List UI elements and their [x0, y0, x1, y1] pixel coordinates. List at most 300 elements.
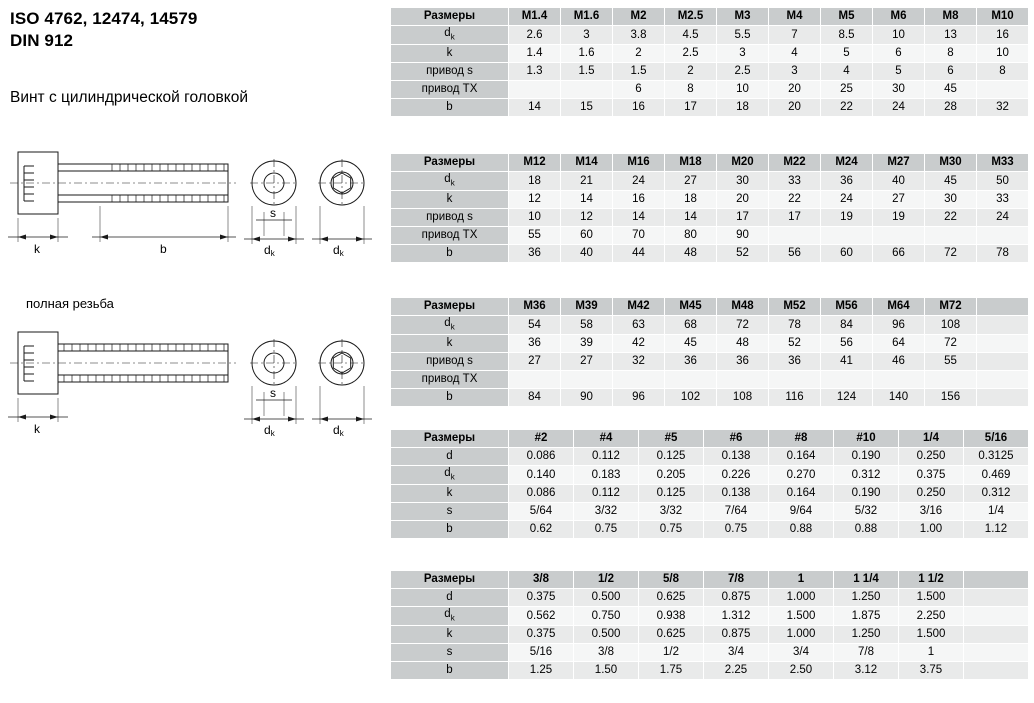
- table-cell: 32: [977, 99, 1029, 117]
- table-cell: 1.500: [769, 607, 834, 626]
- table-cell: 24: [873, 99, 925, 117]
- table-cell: 90: [717, 227, 769, 245]
- table-cell: 96: [873, 316, 925, 335]
- table-cell: 3/16: [899, 503, 964, 521]
- table-row: [391, 371, 1029, 389]
- table-cell: 0.164: [769, 448, 834, 466]
- header-cell-dimension: Размеры: [391, 8, 509, 26]
- table-cell: [821, 227, 873, 245]
- table-cell: 19: [821, 209, 873, 227]
- table-cell: 0.88: [834, 521, 899, 539]
- drawing-full-thread: [0, 320, 385, 450]
- table-cell: 14: [509, 99, 561, 117]
- row-label: s: [391, 503, 509, 521]
- table-cell: 70: [613, 227, 665, 245]
- table-cell: 12: [509, 191, 561, 209]
- table-cell: 0.375: [509, 626, 574, 644]
- row-label: привод TX: [391, 371, 509, 389]
- table-cell: 0.125: [639, 485, 704, 503]
- header-cell-size: 5/8: [639, 571, 704, 589]
- table-cell: 2: [613, 45, 665, 63]
- table-cell: 0.205: [639, 466, 704, 485]
- table-cell: 3/8: [574, 644, 639, 662]
- table-cell: 1.5: [613, 63, 665, 81]
- table-cell: 0.62: [509, 521, 574, 539]
- table-cell: 24: [821, 191, 873, 209]
- table-cell: 27: [873, 191, 925, 209]
- table-cell: 42: [613, 335, 665, 353]
- header-cell-size: M42: [613, 298, 665, 316]
- table-cell: 3/32: [639, 503, 704, 521]
- table-cell: [977, 81, 1029, 99]
- table-cell: 0.3125: [964, 448, 1029, 466]
- table-header-row: [391, 154, 1029, 172]
- dimension-table: [390, 297, 1029, 407]
- header-cell-size: M22: [769, 154, 821, 172]
- table-cell: 1.000: [769, 589, 834, 607]
- table-cell: [925, 371, 977, 389]
- table-cell: 1.3: [509, 63, 561, 81]
- table-cell: 16: [613, 191, 665, 209]
- table-cell: 17: [717, 209, 769, 227]
- table-cell: 0.75: [639, 521, 704, 539]
- table-row: [391, 99, 1029, 117]
- header-cell-size: M2: [613, 8, 665, 26]
- header-cell-size: 1 1/4: [834, 571, 899, 589]
- label-s-bottom: s: [270, 386, 276, 400]
- table-cell: 36: [821, 172, 873, 191]
- header-cell-size: M36: [509, 298, 561, 316]
- table-cell: 0.270: [769, 466, 834, 485]
- table-cell: 56: [769, 245, 821, 263]
- table-cell: [873, 371, 925, 389]
- table-cell: 1: [899, 644, 964, 662]
- table-cell: 46: [873, 353, 925, 371]
- table-cell: 124: [821, 389, 873, 407]
- table-cell: 45: [925, 81, 977, 99]
- row-label: k: [391, 335, 509, 353]
- table-cell: 12: [561, 209, 613, 227]
- table-cell: 0.875: [704, 589, 769, 607]
- header-cell-size: M64: [873, 298, 925, 316]
- header-cell-size: M8: [925, 8, 977, 26]
- table-cell: 18: [665, 191, 717, 209]
- table-cell: 72: [925, 245, 977, 263]
- table-cell: [977, 371, 1029, 389]
- table-cell: 1.500: [899, 589, 964, 607]
- table-cell: 14: [613, 209, 665, 227]
- row-label: d: [391, 448, 509, 466]
- row-label: $d_k$: [391, 172, 509, 191]
- table-cell: 4: [769, 45, 821, 63]
- table-cell: 19: [873, 209, 925, 227]
- caption-full-thread: полная резьба: [26, 296, 114, 311]
- table-cell: 45: [925, 172, 977, 191]
- table-cell: 28: [925, 99, 977, 117]
- table-cell: [977, 316, 1029, 335]
- table-cell: 58: [561, 316, 613, 335]
- dimension-table-imperial-1: [390, 429, 1029, 539]
- table-cell: 15: [561, 99, 613, 117]
- header-cell-size: M12: [509, 154, 561, 172]
- row-label: b: [391, 245, 509, 263]
- table-cell: 36: [769, 353, 821, 371]
- table-cell: [717, 371, 769, 389]
- header-cell-size: #4: [574, 430, 639, 448]
- header-cell-size: M1.6: [561, 8, 613, 26]
- table-cell: 6: [925, 63, 977, 81]
- label-k-bottom: k: [34, 422, 40, 436]
- table-cell: 56: [821, 335, 873, 353]
- table-cell: 0.375: [899, 466, 964, 485]
- table-cell: 0.183: [574, 466, 639, 485]
- table-cell: 0.938: [639, 607, 704, 626]
- header-cell-size: 1/4: [899, 430, 964, 448]
- table-cell: [977, 389, 1029, 407]
- table-cell: 36: [509, 335, 561, 353]
- table-cell: 0.500: [574, 589, 639, 607]
- table-row: [391, 316, 1029, 335]
- table-cell: 1.000: [769, 626, 834, 644]
- row-label: $d_k$: [391, 607, 509, 626]
- table-cell: [964, 626, 1029, 644]
- table-cell: 0.875: [704, 626, 769, 644]
- table-cell: 6: [613, 81, 665, 99]
- header-cell-size: M6: [873, 8, 925, 26]
- table-cell: 1.500: [899, 626, 964, 644]
- table-cell: 45: [665, 335, 717, 353]
- header-cell-size: M5: [821, 8, 873, 26]
- dimension-table-metric-2: [390, 153, 1029, 263]
- table-cell: 33: [977, 191, 1029, 209]
- table-cell: 20: [769, 81, 821, 99]
- label-dk-bottom-2: dk: [333, 423, 344, 438]
- table-cell: 2.6: [509, 26, 561, 45]
- table-cell: 32: [613, 353, 665, 371]
- table-cell: 1.75: [639, 662, 704, 680]
- table-cell: 20: [717, 191, 769, 209]
- table-row: [391, 503, 1029, 521]
- table-cell: 2.250: [899, 607, 964, 626]
- row-label: d: [391, 589, 509, 607]
- dimension-table: [390, 153, 1029, 263]
- table-cell: 0.250: [899, 485, 964, 503]
- table-cell: 0.125: [639, 448, 704, 466]
- table-cell: 1.875: [834, 607, 899, 626]
- dimension-table-imperial-2: [390, 570, 1029, 680]
- table-cell: 1/4: [964, 503, 1029, 521]
- table-cell: 52: [769, 335, 821, 353]
- table-cell: 1.312: [704, 607, 769, 626]
- header-cell-size: M56: [821, 298, 873, 316]
- table-cell: 3/4: [704, 644, 769, 662]
- table-cell: 8.5: [821, 26, 873, 45]
- row-label: привод s: [391, 353, 509, 371]
- table-cell: [769, 371, 821, 389]
- table-cell: 3/32: [574, 503, 639, 521]
- table-cell: 1.12: [964, 521, 1029, 539]
- dimension-table: [390, 7, 1029, 117]
- label-k-top: k: [34, 242, 40, 256]
- header-cell-size: #2: [509, 430, 574, 448]
- title-line-2: DIN 912: [10, 31, 74, 50]
- table-cell: 18: [509, 172, 561, 191]
- table-cell: 2.25: [704, 662, 769, 680]
- table-row: [391, 209, 1029, 227]
- table-cell: 0.469: [964, 466, 1029, 485]
- table-cell: 22: [925, 209, 977, 227]
- table-cell: 24: [977, 209, 1029, 227]
- row-label: $d_k$: [391, 26, 509, 45]
- table-cell: 6: [873, 45, 925, 63]
- header-cell-size: M16: [613, 154, 665, 172]
- table-cell: 40: [561, 245, 613, 263]
- table-cell: 5/16: [509, 644, 574, 662]
- header-cell-size: M30: [925, 154, 977, 172]
- table-row: [391, 389, 1029, 407]
- table-cell: 0.88: [769, 521, 834, 539]
- table-cell: 16: [613, 99, 665, 117]
- table-cell: 52: [717, 245, 769, 263]
- subtitle: Винт с цилиндрической головкой: [10, 89, 249, 106]
- table-cell: 0.140: [509, 466, 574, 485]
- header-cell-size: M48: [717, 298, 769, 316]
- header-cell-size: #6: [704, 430, 769, 448]
- table-cell: 14: [561, 191, 613, 209]
- table-cell: 5: [873, 63, 925, 81]
- label-dk-top: dk: [264, 243, 275, 258]
- table-cell: 3.12: [834, 662, 899, 680]
- table-cell: 18: [717, 99, 769, 117]
- table-cell: 0.190: [834, 485, 899, 503]
- table-cell: 0.138: [704, 448, 769, 466]
- table-cell: [821, 371, 873, 389]
- table-cell: 4: [821, 63, 873, 81]
- table-cell: 80: [665, 227, 717, 245]
- table-row: [391, 172, 1029, 191]
- table-cell: 0.086: [509, 448, 574, 466]
- table-cell: 30: [717, 172, 769, 191]
- table-cell: 50: [977, 172, 1029, 191]
- table-cell: 0.138: [704, 485, 769, 503]
- header-cell-size: M20: [717, 154, 769, 172]
- table-cell: 0.312: [834, 466, 899, 485]
- table-header-row: [391, 8, 1029, 26]
- header-cell-size: [964, 571, 1029, 589]
- table-cell: 20: [769, 99, 821, 117]
- table-cell: [509, 371, 561, 389]
- dimension-table-metric-1: [390, 7, 1029, 117]
- table-cell: 8: [977, 63, 1029, 81]
- header-cell-size: 1: [769, 571, 834, 589]
- header-cell-size: M27: [873, 154, 925, 172]
- drawing-partial-thread: [0, 140, 385, 285]
- table-cell: 7/64: [704, 503, 769, 521]
- header-cell-size: 1 1/2: [899, 571, 964, 589]
- header-cell-size: 5/16: [964, 430, 1029, 448]
- table-cell: 9/64: [769, 503, 834, 521]
- table-cell: [769, 227, 821, 245]
- table-cell: 5/64: [509, 503, 574, 521]
- table-cell: 30: [925, 191, 977, 209]
- table-row: [391, 644, 1029, 662]
- table-cell: 30: [873, 81, 925, 99]
- table-cell: 0.625: [639, 589, 704, 607]
- table-cell: 68: [665, 316, 717, 335]
- row-label: привод s: [391, 63, 509, 81]
- header-cell-dimension: Размеры: [391, 571, 509, 589]
- row-label: k: [391, 485, 509, 503]
- table-cell: 3.8: [613, 26, 665, 45]
- table-row: [391, 607, 1029, 626]
- row-label: b: [391, 99, 509, 117]
- table-cell: [613, 371, 665, 389]
- table-cell: 84: [509, 389, 561, 407]
- table-cell: 22: [821, 99, 873, 117]
- table-cell: 55: [509, 227, 561, 245]
- table-cell: 0.190: [834, 448, 899, 466]
- table-cell: 33: [769, 172, 821, 191]
- table-cell: 72: [717, 316, 769, 335]
- table-cell: 1/2: [639, 644, 704, 662]
- table-cell: 55: [925, 353, 977, 371]
- table-cell: [509, 81, 561, 99]
- table-cell: 1.4: [509, 45, 561, 63]
- table-cell: 60: [821, 245, 873, 263]
- row-label: $d_k$: [391, 466, 509, 485]
- header-cell-dimension: Размеры: [391, 430, 509, 448]
- row-label: b: [391, 389, 509, 407]
- dimension-table-metric-3: [390, 297, 1029, 407]
- table-cell: [977, 335, 1029, 353]
- table-header-row: [391, 430, 1029, 448]
- table-cell: 0.562: [509, 607, 574, 626]
- table-cell: 54: [509, 316, 561, 335]
- row-label: k: [391, 626, 509, 644]
- row-label: привод s: [391, 209, 509, 227]
- table-row: [391, 245, 1029, 263]
- table-cell: 48: [665, 245, 717, 263]
- header-cell-size: [977, 298, 1029, 316]
- table-cell: 156: [925, 389, 977, 407]
- table-cell: 36: [665, 353, 717, 371]
- table-cell: 0.750: [574, 607, 639, 626]
- table-row: [391, 448, 1029, 466]
- table-cell: 1.250: [834, 589, 899, 607]
- table-cell: 1.250: [834, 626, 899, 644]
- row-label: $d_k$: [391, 316, 509, 335]
- table-row: [391, 45, 1029, 63]
- table-cell: 13: [925, 26, 977, 45]
- label-dk-bottom: dk: [264, 423, 275, 438]
- table-row: [391, 63, 1029, 81]
- table-cell: 1.25: [509, 662, 574, 680]
- table-cell: 5/32: [834, 503, 899, 521]
- header-cell-size: M10: [977, 8, 1029, 26]
- header-cell-size: M52: [769, 298, 821, 316]
- header-cell-size: M33: [977, 154, 1029, 172]
- table-row: [391, 353, 1029, 371]
- table-cell: 36: [509, 245, 561, 263]
- table-cell: 0.250: [899, 448, 964, 466]
- table-cell: 5: [821, 45, 873, 63]
- header-cell-dimension: Размеры: [391, 154, 509, 172]
- table-cell: 3: [717, 45, 769, 63]
- table-cell: 40: [873, 172, 925, 191]
- table-row: [391, 626, 1029, 644]
- table-header-row: [391, 571, 1029, 589]
- header-cell-size: M18: [665, 154, 717, 172]
- table-cell: 1.6: [561, 45, 613, 63]
- table-cell: 78: [977, 245, 1029, 263]
- table-cell: 0.112: [574, 448, 639, 466]
- table-cell: 10: [873, 26, 925, 45]
- table-cell: 90: [561, 389, 613, 407]
- table-cell: 3/4: [769, 644, 834, 662]
- header-cell-dimension: Размеры: [391, 298, 509, 316]
- header-cell-size: 7/8: [704, 571, 769, 589]
- table-cell: 5.5: [717, 26, 769, 45]
- table-cell: 27: [665, 172, 717, 191]
- table-cell: 64: [873, 335, 925, 353]
- table-cell: 27: [561, 353, 613, 371]
- row-label: k: [391, 191, 509, 209]
- table-cell: 0.086: [509, 485, 574, 503]
- header-cell-size: M1.4: [509, 8, 561, 26]
- table-cell: 0.312: [964, 485, 1029, 503]
- row-label: b: [391, 521, 509, 539]
- header-cell-size: M72: [925, 298, 977, 316]
- table-cell: [561, 81, 613, 99]
- table-cell: 3: [561, 26, 613, 45]
- table-row: [391, 485, 1029, 503]
- table-row: [391, 521, 1029, 539]
- dimension-table: [390, 570, 1029, 680]
- table-row: [391, 589, 1029, 607]
- table-cell: 10: [977, 45, 1029, 63]
- header-cell-size: #8: [769, 430, 834, 448]
- table-row: [391, 191, 1029, 209]
- table-cell: 41: [821, 353, 873, 371]
- table-cell: 7/8: [834, 644, 899, 662]
- header-cell-size: M45: [665, 298, 717, 316]
- table-cell: 140: [873, 389, 925, 407]
- table-cell: [964, 662, 1029, 680]
- table-cell: 25: [821, 81, 873, 99]
- table-cell: 10: [509, 209, 561, 227]
- row-label: b: [391, 662, 509, 680]
- table-cell: [665, 371, 717, 389]
- table-cell: 2.5: [717, 63, 769, 81]
- table-cell: [964, 644, 1029, 662]
- table-row: [391, 466, 1029, 485]
- table-cell: 2.50: [769, 662, 834, 680]
- label-s-top: s: [270, 206, 276, 220]
- table-cell: 21: [561, 172, 613, 191]
- title-block: [10, 8, 370, 52]
- table-cell: [873, 227, 925, 245]
- table-row: [391, 662, 1029, 680]
- table-cell: [964, 607, 1029, 626]
- table-cell: 1.00: [899, 521, 964, 539]
- table-cell: 0.226: [704, 466, 769, 485]
- table-cell: 10: [717, 81, 769, 99]
- table-cell: 78: [769, 316, 821, 335]
- label-dk-top-2: dk: [333, 243, 344, 258]
- table-row: [391, 335, 1029, 353]
- table-cell: 3.75: [899, 662, 964, 680]
- table-cell: 4.5: [665, 26, 717, 45]
